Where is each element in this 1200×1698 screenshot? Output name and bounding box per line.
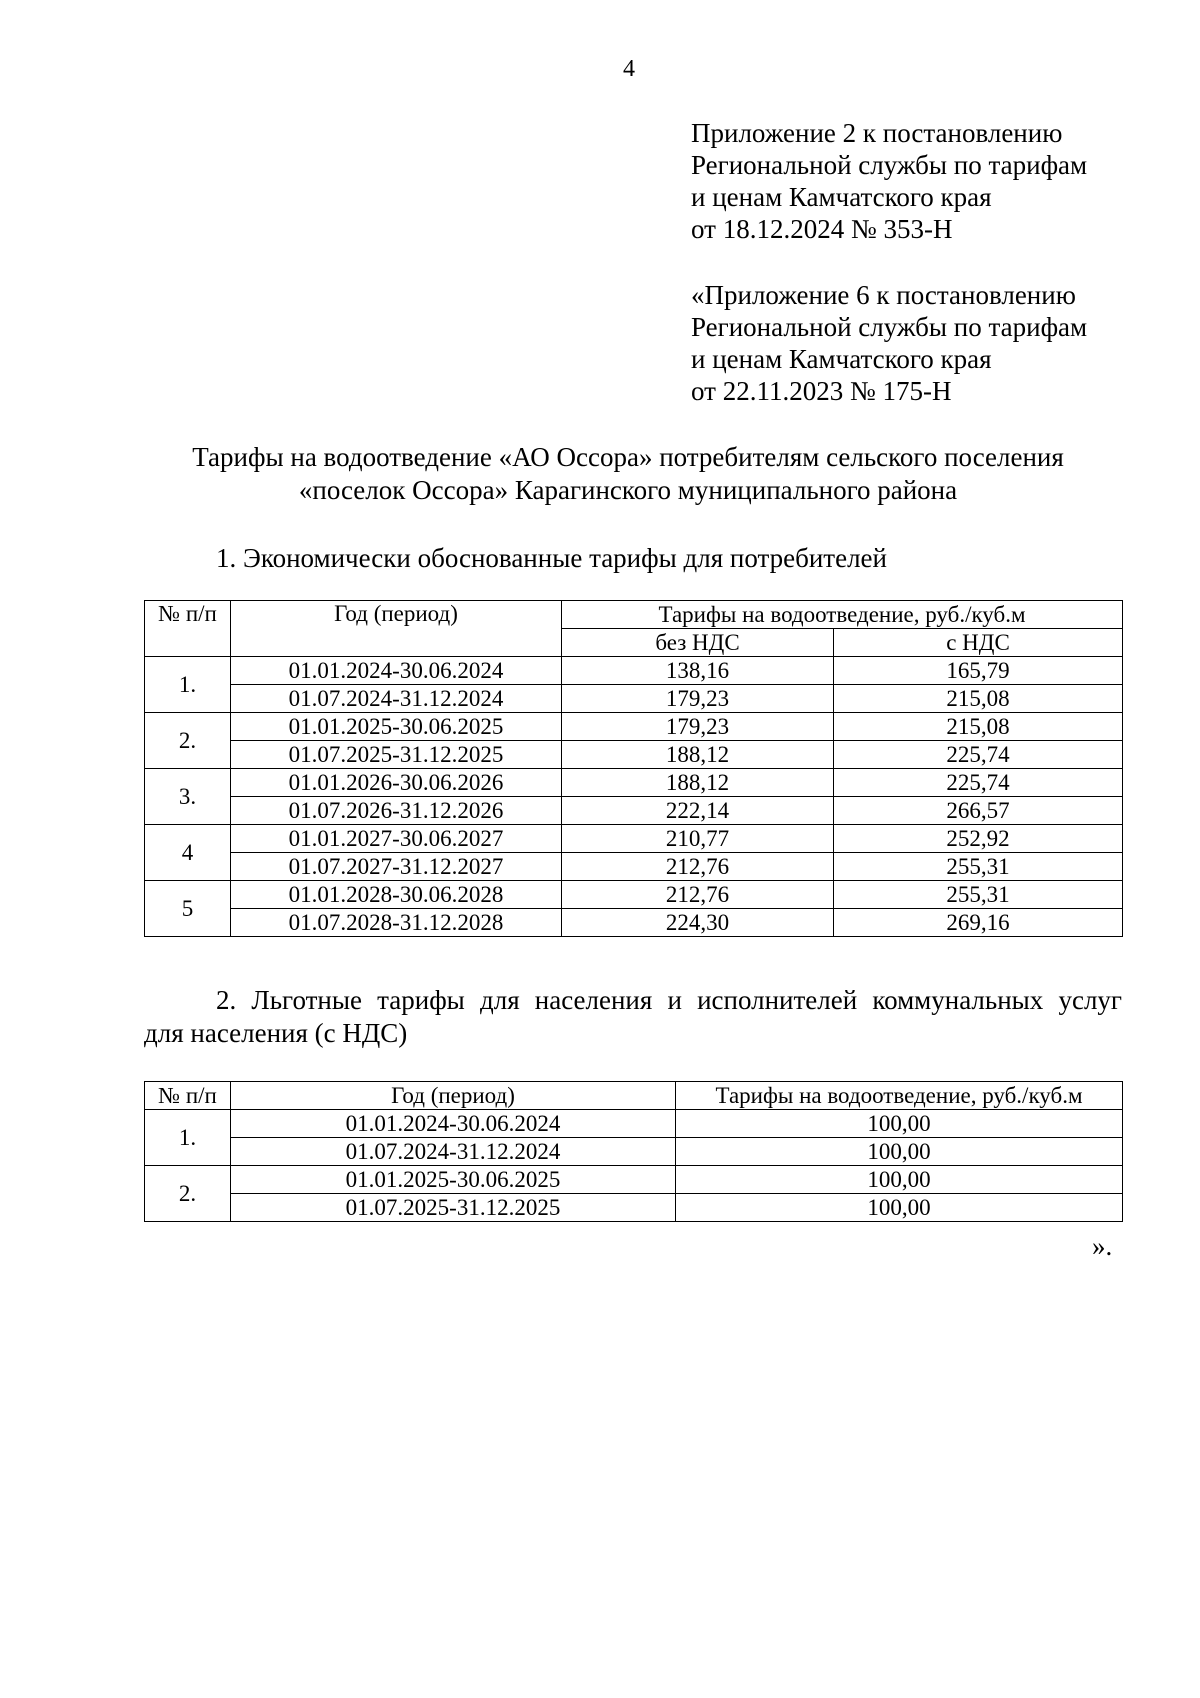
header-tariff: Тарифы на водоотведение, руб./куб.м <box>562 601 1123 629</box>
period-cell: 01.07.2025-31.12.2025 <box>231 1194 676 1222</box>
header-tariff: Тарифы на водоотведение, руб./куб.м <box>676 1082 1123 1110</box>
header-period: Год (период) <box>231 601 562 657</box>
appendix-2-line: Региональной службы по тарифам <box>691 312 1088 342</box>
period-cell: 01.01.2025-30.06.2025 <box>231 1166 676 1194</box>
tariff-with-vat-cell: 165,79 <box>834 657 1123 685</box>
tariff-no-vat-cell: 179,23 <box>562 685 834 713</box>
appendix-1-line: от 18.12.2024 № 353-Н <box>691 214 953 244</box>
page-number: 4 <box>623 56 635 82</box>
period-cell: 01.07.2028-31.12.2028 <box>231 909 562 937</box>
appendix-reference-1 <box>691 117 1087 245</box>
tariff-no-vat-cell: 210,77 <box>562 825 834 853</box>
tariff-no-vat-cell: 188,12 <box>562 769 834 797</box>
document-title-line: «поселок Оссора» Карагинского муниципального района <box>298 475 958 505</box>
tariff-with-vat-cell: 215,08 <box>834 685 1123 713</box>
section-2-heading-line: 2. Льготные тарифы для населения и исполнителей коммунальных услуг <box>216 985 1122 1015</box>
appendix-1-line: Региональной службы по тарифам <box>691 150 1088 180</box>
tariff-no-vat-cell: 224,30 <box>562 909 834 937</box>
document-title <box>130 441 1126 507</box>
tariff-with-vat-cell: 252,92 <box>834 825 1123 853</box>
table-row <box>145 1138 1123 1166</box>
table-row <box>145 741 1123 769</box>
tariff-with-vat-cell: 225,74 <box>834 769 1123 797</box>
period-cell: 01.07.2024-31.12.2024 <box>231 685 562 713</box>
closing-quote: ». <box>1092 1231 1113 1261</box>
table-header-row <box>145 1082 1123 1110</box>
tariff-with-vat-cell: 215,08 <box>834 713 1123 741</box>
section-2-heading-line: для населения (с НДС) <box>144 1018 408 1048</box>
row-number: 2. <box>145 1166 231 1222</box>
tariff-cell: 100,00 <box>676 1138 1123 1166</box>
tariff-with-vat-cell: 266,57 <box>834 797 1123 825</box>
period-cell: 01.01.2025-30.06.2025 <box>231 713 562 741</box>
table-row <box>145 825 1123 853</box>
header-with-vat: с НДС <box>834 629 1123 657</box>
period-cell: 01.01.2024-30.06.2024 <box>231 1110 676 1138</box>
period-cell: 01.01.2027-30.06.2027 <box>231 825 562 853</box>
table-row <box>145 657 1123 685</box>
section-2-heading <box>144 984 1122 1050</box>
tariff-no-vat-cell: 212,76 <box>562 881 834 909</box>
tariff-no-vat-cell: 138,16 <box>562 657 834 685</box>
period-cell: 01.07.2026-31.12.2026 <box>231 797 562 825</box>
period-cell: 01.07.2027-31.12.2027 <box>231 853 562 881</box>
appendix-2-line: и ценам Камчатского края <box>691 344 992 374</box>
tariff-no-vat-cell: 212,76 <box>562 853 834 881</box>
preferential-tariffs-table <box>144 1081 1123 1222</box>
tariff-no-vat-cell: 179,23 <box>562 713 834 741</box>
appendix-2-line: от 22.11.2023 № 175-Н <box>691 376 952 406</box>
table-row <box>145 909 1123 937</box>
tariff-cell: 100,00 <box>676 1194 1123 1222</box>
appendix-1-line: и ценам Камчатского края <box>691 182 992 212</box>
table-row <box>145 685 1123 713</box>
period-cell: 01.07.2025-31.12.2025 <box>231 741 562 769</box>
appendix-1-line: Приложение 2 к постановлению <box>691 118 1063 148</box>
row-number: 2. <box>145 713 231 769</box>
document-title-line: Тарифы на водоотведение «АО Оссора» потребителям сельского поселения <box>192 442 1064 472</box>
row-number: 1. <box>145 657 231 713</box>
row-number: 4 <box>145 825 231 881</box>
row-number: 5 <box>145 881 231 937</box>
row-number: 1. <box>145 1110 231 1166</box>
header-no-vat: без НДС <box>562 629 834 657</box>
table-row <box>145 881 1123 909</box>
header-period: Год (период) <box>231 1082 676 1110</box>
section-1-heading: 1. Экономически обоснованные тарифы для потребителей <box>216 543 887 573</box>
period-cell: 01.01.2028-30.06.2028 <box>231 881 562 909</box>
table-row <box>145 1166 1123 1194</box>
tariff-with-vat-cell: 255,31 <box>834 853 1123 881</box>
table-row <box>145 713 1123 741</box>
tariff-cell: 100,00 <box>676 1166 1123 1194</box>
table-row <box>145 797 1123 825</box>
tariff-no-vat-cell: 222,14 <box>562 797 834 825</box>
period-cell: 01.01.2024-30.06.2024 <box>231 657 562 685</box>
table-row <box>145 853 1123 881</box>
tariff-no-vat-cell: 188,12 <box>562 741 834 769</box>
period-cell: 01.07.2024-31.12.2024 <box>231 1138 676 1166</box>
table-header-row <box>145 601 1123 629</box>
appendix-2-line: «Приложение 6 к постановлению <box>691 280 1076 310</box>
row-number: 3. <box>145 769 231 825</box>
appendix-reference-2 <box>691 279 1087 407</box>
header-number: № п/п <box>145 1082 231 1110</box>
table-row <box>145 769 1123 797</box>
tariff-with-vat-cell: 255,31 <box>834 881 1123 909</box>
tariff-with-vat-cell: 225,74 <box>834 741 1123 769</box>
table-row <box>145 1194 1123 1222</box>
tariff-with-vat-cell: 269,16 <box>834 909 1123 937</box>
period-cell: 01.01.2026-30.06.2026 <box>231 769 562 797</box>
table-row <box>145 1110 1123 1138</box>
tariff-cell: 100,00 <box>676 1110 1123 1138</box>
economic-tariffs-table <box>144 600 1123 937</box>
header-number: № п/п <box>145 601 231 657</box>
